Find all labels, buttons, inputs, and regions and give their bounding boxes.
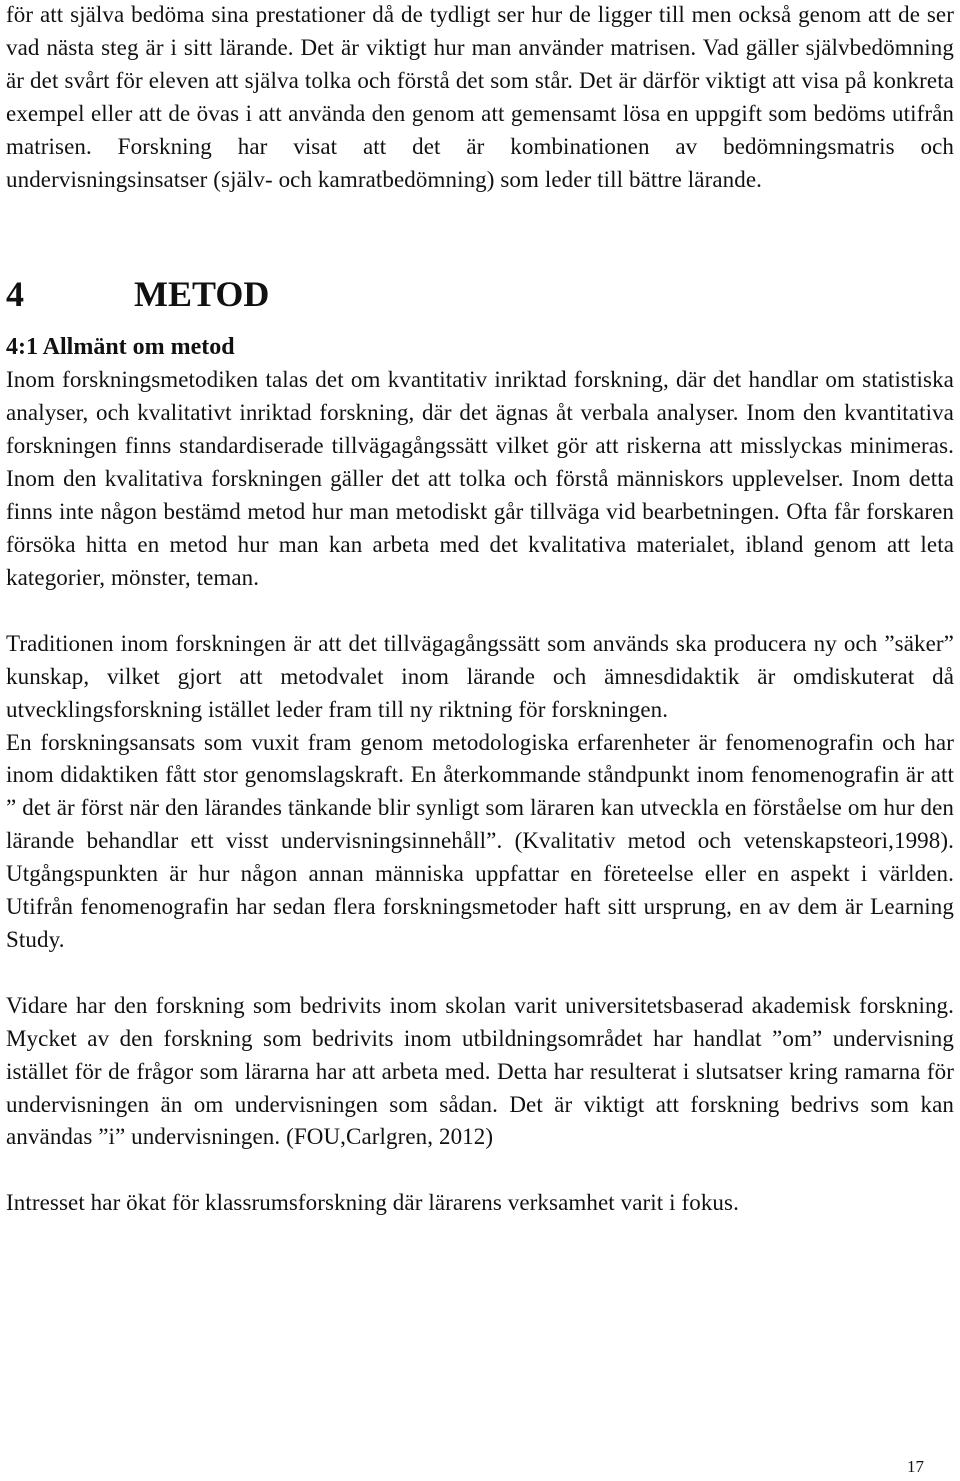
document-page xyxy=(6,0,954,1220)
page-number: 17 xyxy=(907,1457,924,1476)
chapter-number: 4 xyxy=(6,274,24,315)
intro-paragraph: för att själva bedöma sina prestationer då de tydligt ser hur de ligger till men också genom att de ser vad nästa steg är i sitt lärande. Det är viktigt hur man använder matrisen. Vad gäller självbedömning är det svårt för eleven att själva tolka och förstå det som står. Det är därför viktigt att visa på konkreta exempel eller att de övas i att använda den genom att gemensamt lösa en uppgift som bedöms utifrån matrisen. Forskning har visat att det är kombinationen av bedömningsmatris och undervisningsinsatser (själv- och kamratbedömning) som leder till bättre lärande. xyxy=(6,2,954,192)
chapter-heading xyxy=(6,266,954,322)
section-heading: 4:1 Allmänt om metod xyxy=(6,334,235,361)
body-paragraph: Inom forskningsmetodiken talas det om kvantitativ inriktad forskning, där det handlar om statistiska analyser, och kvalitativt inriktad forskning, där det ägnas åt verbala analyser. Inom den kvantitativa forskningen finns standardiserade tillvägagångssätt vilket gör att riskerna att misslyckas minimeras. Inom den kvalitativa forskningen gäller det att tolka och förstå människors upplevelser. Inom detta finns inte någon bestämd metod hur man metodiskt går tillväga vid bearbetningen. Ofta får forskaren försöka hitta en metod hur man kan arbeta med det kvalitativa materialet, ibland genom att leta kategorier, mönster, teman. xyxy=(6,367,954,590)
body-paragraph: Traditionen inom forskningen är att det tillvägagångssätt som används ska producera ny och ”säker” kunskap, vilket gjort att metodvalet inom lärande och ämnesdidaktik är omdiskuterat då utvecklingsforskning istället leder fram till ny riktning för forskningen. xyxy=(6,630,954,722)
chapter-title: METOD xyxy=(134,274,270,315)
body-paragraph: En forskningsansats som vuxit fram genom metodologiska erfarenheter är fenomenografin och har inom didaktiken fått stor genomslagskraft. En återkommande ståndpunkt inom fenomenografin är att ” det är först när den lärandes tänkande blir synligt som läraren kan utveckla en förståelse om hur den lärande behandlar ett visst undervisningsinnehåll”. (Kvalitativ metod och vetenskapsteori,1998). Utgångspunkten är hur någon annan människa uppfattar en företeelse eller en aspekt i världen. Utifrån fenomenografin har sedan flera forskningsmetoder haft sitt ursprung, en av dem är Learning Study. xyxy=(6,729,954,952)
body-paragraph: Vidare har den forskning som bedrivits inom skolan varit universitetsbaserad akademisk forskning. Mycket av den forskning som bedrivits inom utbildningsområdet har handlat ”om” undervisning istället för de frågor som lärarna har att arbeta med. Detta har resulterat i slutsatser kring ramarna för undervisningen än om undervisningen som sådan. Det är viktigt att forskning bedrivs som kan användas ”i” undervisningen. (FOU,Carlgren, 2012) xyxy=(6,992,954,1150)
body-paragraph: Intresset har ökat för klassrumsforskning där lärarens verksamhet varit i fokus. xyxy=(6,1190,739,1216)
